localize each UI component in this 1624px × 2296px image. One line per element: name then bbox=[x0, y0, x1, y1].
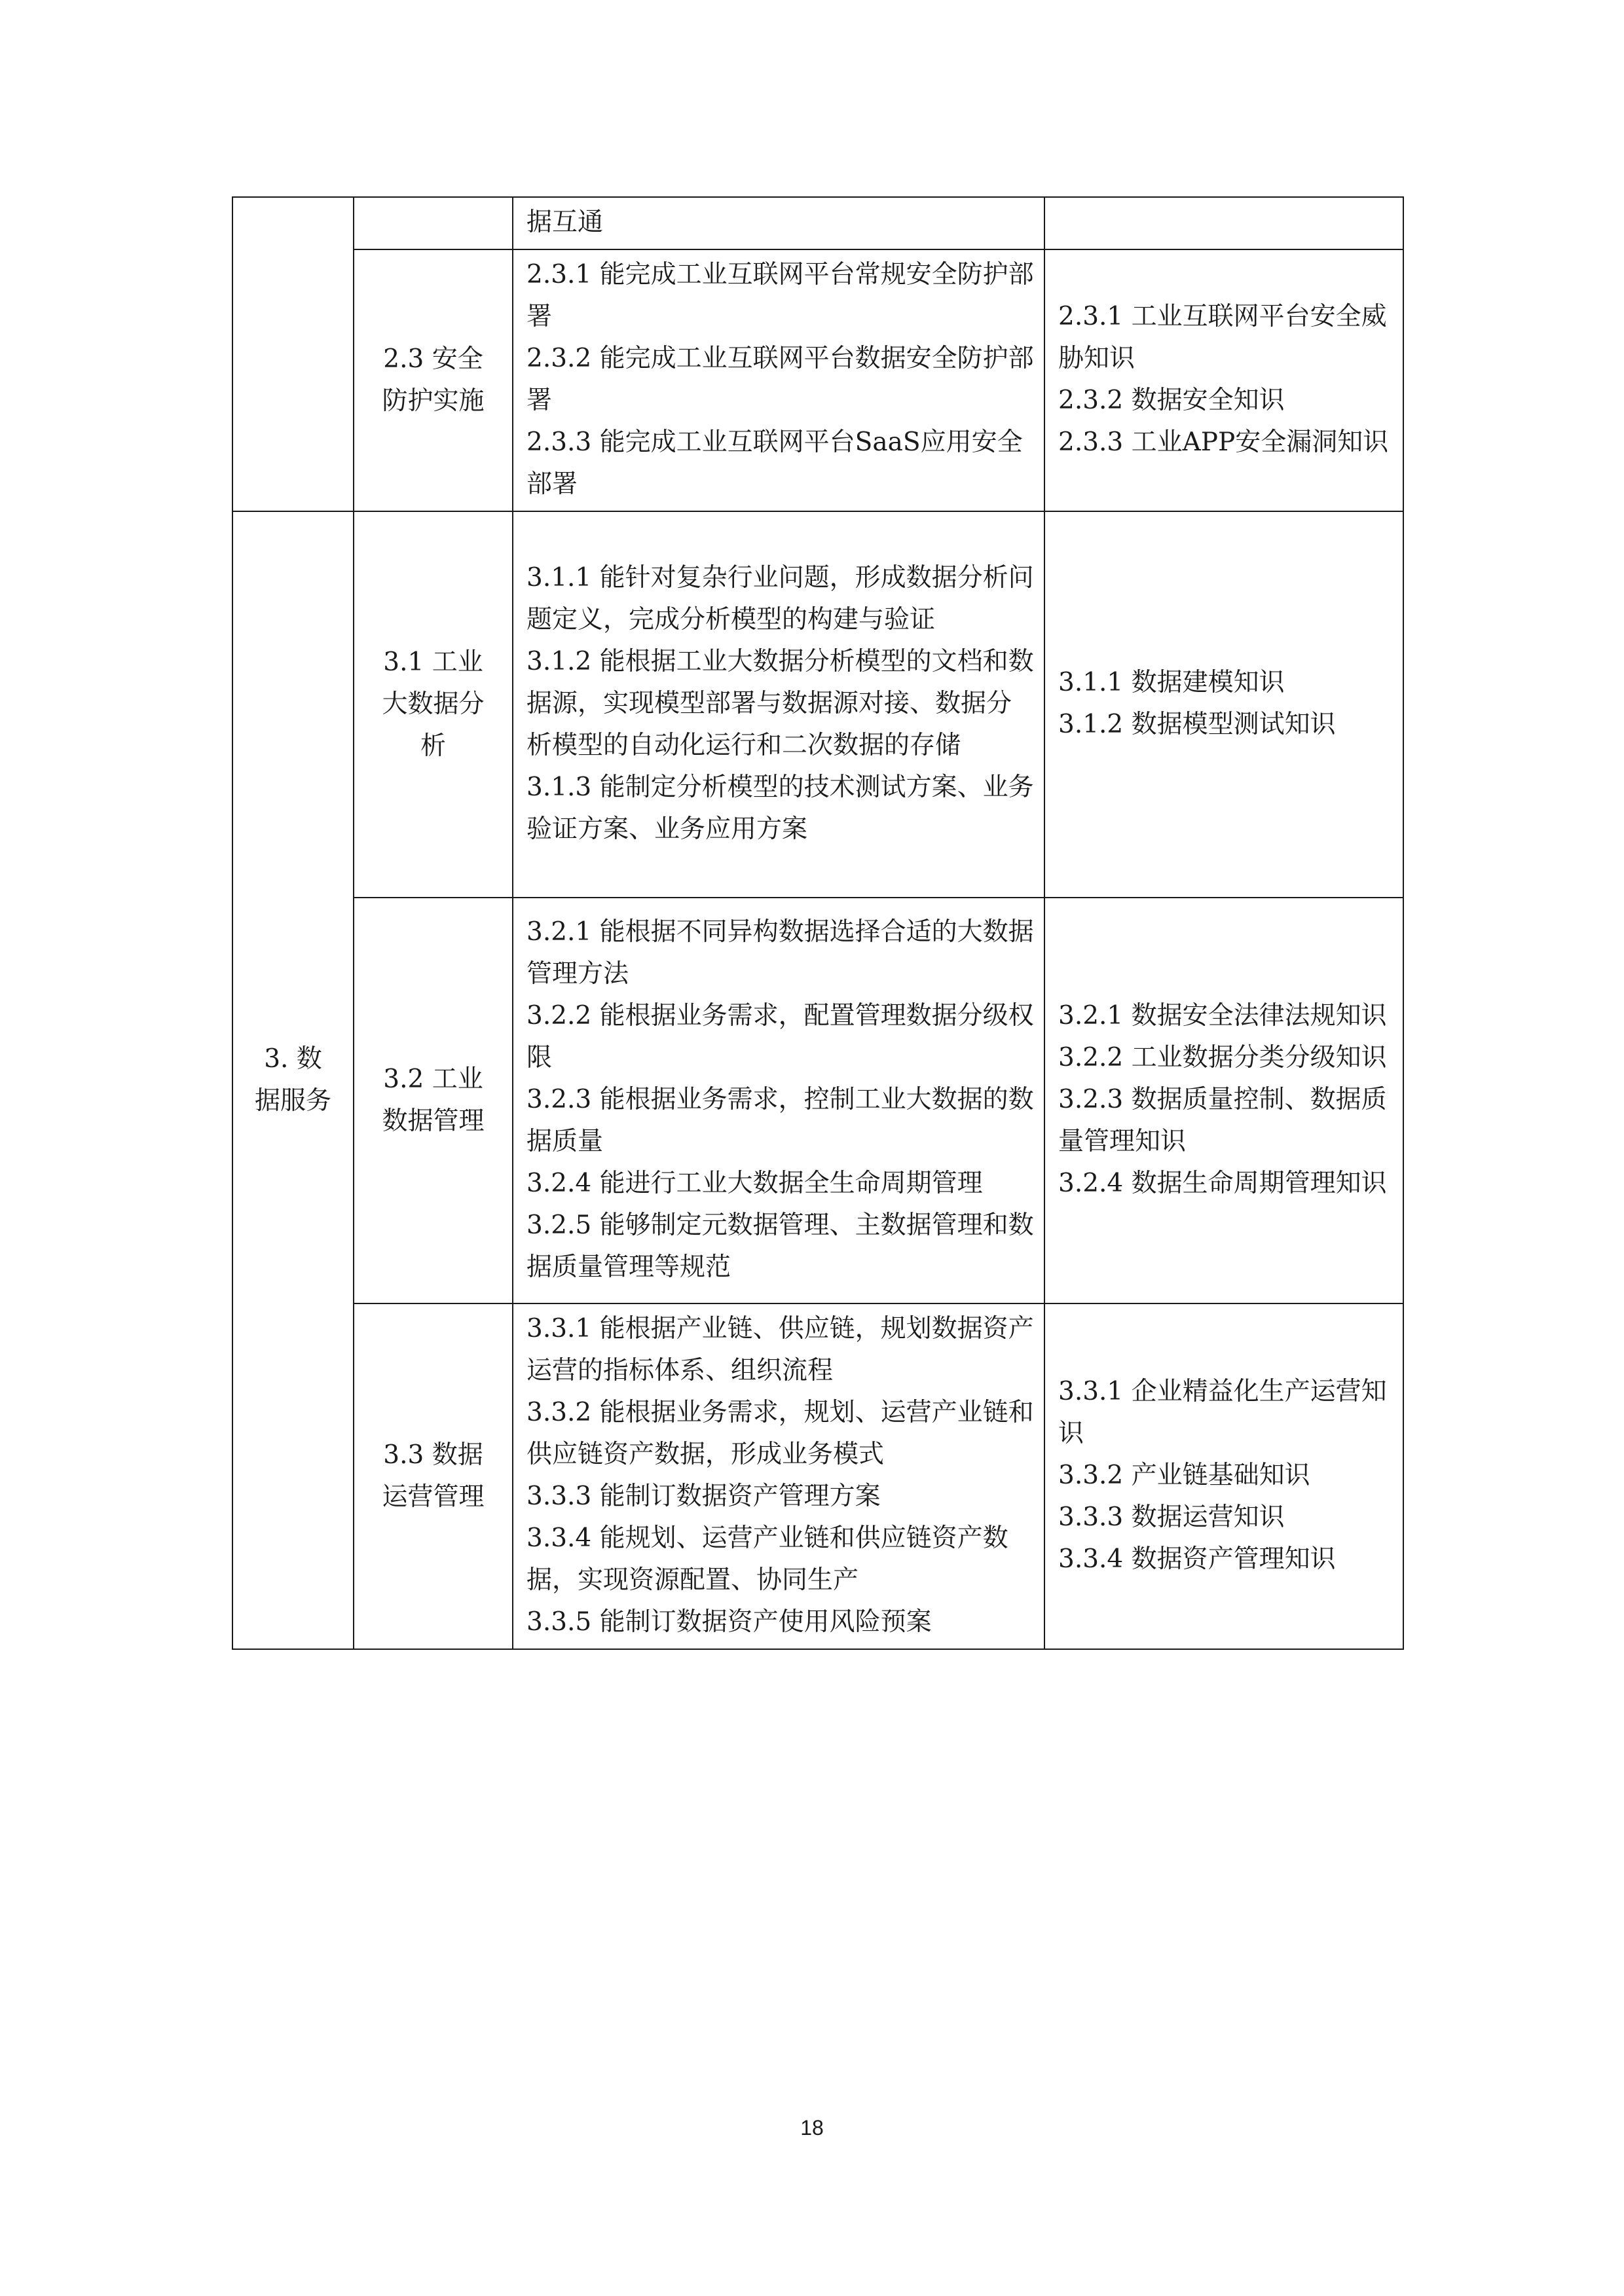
knowledge-line: 2.3.1 工业互联网平台安全威胁知识 bbox=[1058, 302, 1387, 373]
subcategory-cell bbox=[354, 511, 513, 898]
skill-line: 3.3.1 能根据产业链、供应链，规划数据资产运营的指标体系、组织流程 bbox=[526, 1314, 1034, 1385]
subcategory-label: 3.3 数据运营管理 bbox=[382, 1440, 485, 1512]
skills-cell bbox=[513, 511, 1044, 898]
knowledge-cell bbox=[1044, 249, 1403, 511]
skill-line: 3.1.3 能制定分析模型的技术测试方案、业务验证方案、业务应用方案 bbox=[526, 773, 1034, 844]
subcategory-cell-prev bbox=[354, 197, 513, 249]
knowledge-line: 3.2.4 数据生命周期管理知识 bbox=[1058, 1169, 1387, 1198]
subcategory-cell bbox=[354, 1303, 513, 1649]
knowledge-line: 3.3.2 产业链基础知识 bbox=[1058, 1461, 1310, 1490]
skill-line: 3.2.4 能进行工业大数据全生命周期管理 bbox=[526, 1169, 983, 1198]
knowledge-line: 3.2.3 数据质量控制、数据质量管理知识 bbox=[1058, 1085, 1387, 1156]
subcategory-cell bbox=[354, 898, 513, 1303]
table-row-2-3 bbox=[232, 249, 1403, 511]
knowledge-cell bbox=[1044, 898, 1403, 1303]
subcategory-cell bbox=[354, 249, 513, 511]
skills-cell bbox=[513, 898, 1044, 1303]
page-number: 18 bbox=[800, 2116, 824, 2140]
category-label: 3. 数据服务 bbox=[254, 1044, 331, 1116]
skills-cell bbox=[513, 249, 1044, 511]
knowledge-line: 2.3.2 数据安全知识 bbox=[1058, 386, 1285, 415]
category-cell-prev bbox=[232, 197, 354, 511]
skill-line: 2.3.3 能完成工业互联网平台SaaS应用安全部署 bbox=[526, 428, 1023, 499]
knowledge-line: 3.3.3 数据运营知识 bbox=[1058, 1503, 1285, 1532]
knowledge-line: 3.3.4 数据资产管理知识 bbox=[1058, 1544, 1336, 1574]
knowledge-cell bbox=[1044, 1303, 1403, 1649]
knowledge-line: 3.2.2 工业数据分类分级知识 bbox=[1058, 1043, 1387, 1072]
category-cell bbox=[232, 511, 354, 1649]
skill-line: 3.2.1 能根据不同异构数据选择合适的大数据管理方法 bbox=[526, 917, 1034, 989]
knowledge-cell bbox=[1044, 511, 1403, 898]
skill-line: 3.1.1 能针对复杂行业问题，形成数据分析问题定义，完成分析模型的构建与验证 bbox=[526, 563, 1034, 634]
skills-cell-continuation bbox=[513, 197, 1044, 249]
knowledge-line: 3.2.1 数据安全法律法规知识 bbox=[1058, 1001, 1387, 1030]
knowledge-line: 3.1.2 数据模型测试知识 bbox=[1058, 710, 1336, 739]
skills-cell bbox=[513, 1303, 1044, 1649]
skill-line: 据互通 bbox=[526, 208, 604, 237]
skill-line: 3.3.2 能根据业务需求，规划、运营产业链和供应链资产数据，形成业务模式 bbox=[526, 1398, 1034, 1469]
table-row-3-1 bbox=[232, 511, 1403, 898]
table-row-continuation bbox=[232, 197, 1403, 249]
table-row-3-2 bbox=[232, 898, 1403, 1303]
knowledge-line: 2.3.3 工业APP安全漏洞知识 bbox=[1058, 428, 1389, 457]
skill-line: 3.3.3 能制订数据资产管理方案 bbox=[526, 1482, 881, 1511]
skill-line: 3.2.5 能够制定元数据管理、主数据管理和数据质量管理等规范 bbox=[526, 1211, 1034, 1282]
knowledge-line: 3.3.1 企业精益化生产运营知识 bbox=[1058, 1377, 1387, 1448]
table-row-3-3 bbox=[232, 1303, 1403, 1649]
skill-line: 2.3.2 能完成工业互联网平台数据安全防护部署 bbox=[526, 344, 1034, 415]
skill-line: 3.1.2 能根据工业大数据分析模型的文档和数据源，实现模型部署与数据源对接、数据分析模型的自动化运行和二次数据的存储 bbox=[526, 647, 1034, 760]
knowledge-line: 3.1.1 数据建模知识 bbox=[1058, 668, 1285, 697]
competency-table bbox=[232, 196, 1404, 1650]
knowledge-cell-continuation bbox=[1044, 197, 1403, 249]
skill-line: 3.3.4 能规划、运营产业链和供应链资产数据，实现资源配置、协同生产 bbox=[526, 1523, 1008, 1595]
subcategory-label: 3.1 工业大数据分析 bbox=[382, 647, 485, 761]
skill-line: 3.2.2 能根据业务需求，配置管理数据分级权限 bbox=[526, 1001, 1034, 1072]
skill-line: 3.2.3 能根据业务需求，控制工业大数据的数据质量 bbox=[526, 1085, 1034, 1156]
subcategory-label: 2.3 安全防护实施 bbox=[382, 344, 485, 416]
subcategory-label: 3.2 工业数据管理 bbox=[382, 1065, 485, 1136]
skill-line: 2.3.1 能完成工业互联网平台常规安全防护部署 bbox=[526, 260, 1034, 331]
skill-line: 3.3.5 能制订数据资产使用风险预案 bbox=[526, 1607, 932, 1637]
